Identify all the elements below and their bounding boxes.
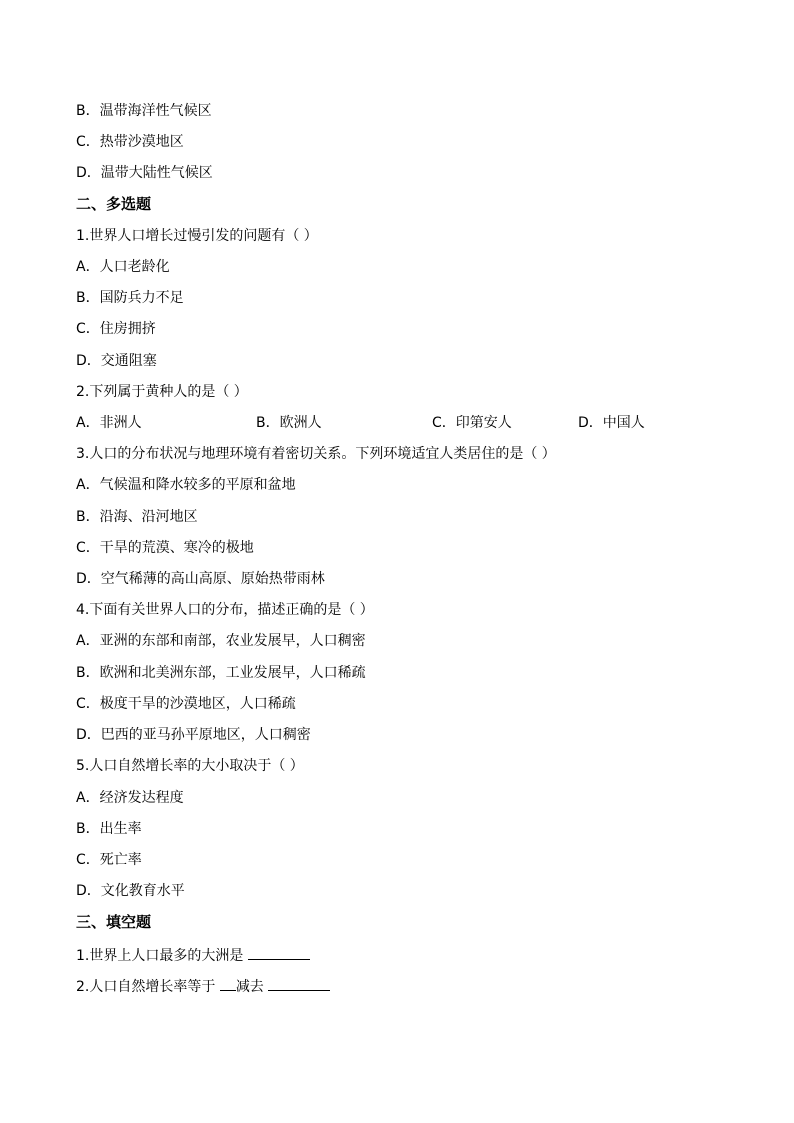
prev-option-d: D．温带大陆性气候区 (76, 165, 213, 181)
option-a: A．经济发达程度 (76, 790, 184, 806)
option-c: C．印第安人 (432, 415, 512, 431)
prev-option-b: B．温带海洋性气候区 (76, 103, 212, 119)
fill-question (76, 976, 330, 996)
option-d: D．中国人 (578, 415, 645, 431)
option-d: D．巴西的亚马孙平原地区，人口稠密 (76, 727, 311, 743)
option-b: B．欧洲和北美洲东部，工业发展早，人口稀疏 (76, 665, 366, 681)
option-b: B．沿海、沿河地区 (76, 509, 198, 525)
option-a: A．气候温和降水较多的平原和盆地 (76, 477, 296, 493)
option-a: A．亚洲的东部和南部，农业发展早，人口稠密 (76, 633, 366, 649)
option-c: C．极度干旱的沙漠地区，人口稀疏 (76, 696, 296, 712)
section-heading-multiple-choice: 二、多选题 (76, 195, 152, 213)
option-a: A．人口老龄化 (76, 259, 170, 275)
option-b: B．出生率 (76, 821, 142, 837)
option-b: B．国防兵力不足 (76, 290, 184, 306)
option-d: D．文化教育水平 (76, 883, 185, 899)
answer-blank[interactable] (268, 976, 330, 991)
option-c: C．住房拥挤 (76, 321, 156, 337)
option-d: D．交通阻塞 (76, 353, 157, 369)
option-c: C．干旱的荒漠、寒冷的极地 (76, 540, 254, 556)
option-c: C．死亡率 (76, 852, 142, 868)
option-a: A．非洲人 (76, 415, 142, 431)
option-b: B．欧洲人 (256, 415, 322, 431)
question-stem: 1.世界人口增长过慢引发的问题有（ ） (76, 228, 318, 244)
fill-question-text: 减去 (235, 979, 269, 995)
section-heading-fill-blank: 三、填空题 (76, 913, 152, 931)
answer-blank[interactable] (248, 945, 310, 960)
question-stem: 5.人口自然增长率的大小取决于（ ） (76, 758, 304, 774)
fill-question-text: 1.世界上人口最多的大洲是 (76, 948, 248, 964)
fill-question-text: 2.人口自然增长率等于 (76, 979, 220, 995)
question-stem: 2.下列属于黄种人的是（ ） (76, 384, 248, 400)
question-stem: 3.人口的分布状况与地理环境有着密切关系。下列环境适宜人类居住的是（ ） (76, 446, 556, 462)
answer-blank[interactable] (220, 976, 236, 991)
prev-option-c: C．热带沙漠地区 (76, 134, 184, 150)
option-d: D．空气稀薄的高山高原、原始热带雨林 (76, 571, 325, 587)
question-stem: 4.下面有关世界人口的分布，描述正确的是（ ） (76, 602, 374, 618)
fill-question (76, 945, 310, 965)
